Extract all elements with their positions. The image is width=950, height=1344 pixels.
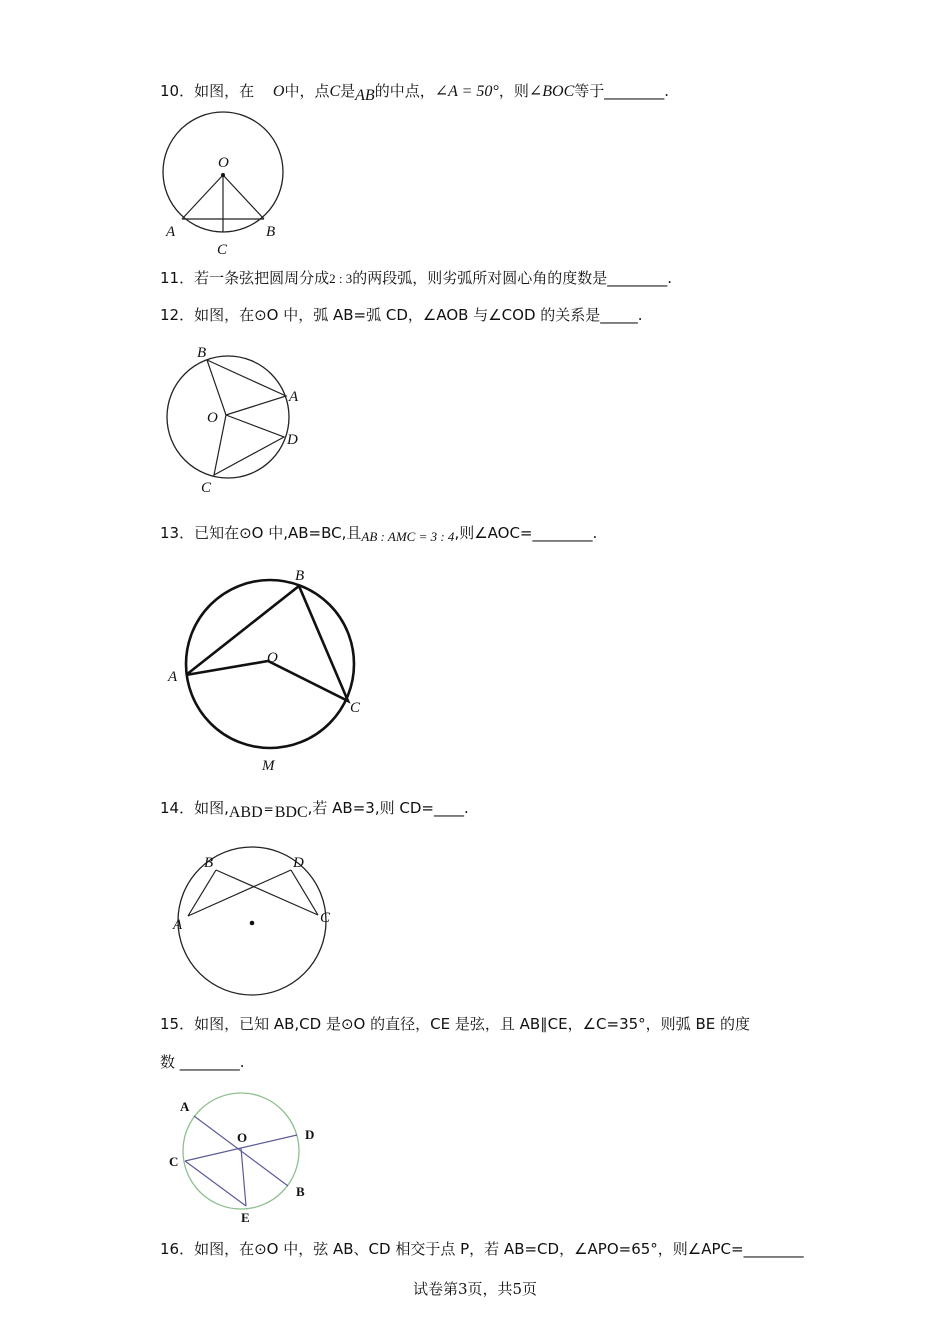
q14-arc-ABD: ABD [228,804,263,821]
q12-label-C: C [201,480,212,496]
q15-number: 15． [160,1015,195,1033]
q14-text-pre: 如图, [194,799,229,817]
question-10 [160,80,669,103]
q10-segment-OB [223,175,264,219]
q10-text-mid4: ，则 [498,82,529,100]
q10-text-pre: 如图，在 [194,82,255,100]
q10-angle: ∠A = 50° [434,83,499,100]
q13-arc-ratio: AB : AMC = 3 : 4 [361,529,455,544]
question-13 [160,522,597,545]
q14-figure [160,838,350,998]
q14-chord-AD [188,870,291,916]
q15-label-A: A [180,1099,190,1114]
q13-text-post: ,则∠AOC=________. [454,524,598,542]
q10-arc: AB [355,87,375,104]
q14-number: 14． [160,799,195,817]
q13-label-M: M [262,758,275,774]
q13-label-A: A [168,669,178,685]
q11-number: 11． [160,269,195,287]
q14-arc-BDC: BDC [274,804,308,821]
q15-figure [160,1088,330,1228]
q15-segment-OE [241,1148,246,1206]
q13-text-pre: 已知在⊙O 中,AB=BC,且 [194,524,362,542]
q14-equals: = [263,802,274,816]
q12-triangle-AOB [207,360,286,415]
q10-text-mid3: 的中点， [374,82,435,100]
q10-text-mid1: 中，点 [284,82,330,100]
q14-label-C: C [320,910,331,926]
q10-text-mid2: 是 [340,82,356,100]
question-15 [160,1013,750,1035]
q11-text-post: 的两段弧，则劣弧所对圆心角的度数是________. [352,269,673,287]
q15-label-D: D [305,1127,315,1142]
q11-text-pre: 若一条弦把圆周分成 [194,269,330,287]
q10-label-O: O [218,155,229,171]
q12-circle [167,356,289,478]
q16-number: 16． [160,1240,195,1258]
q10-point: C [329,83,341,100]
question-15-line2 [160,1051,245,1073]
q15-text-line2: 数 ________. [160,1053,245,1071]
q10-figure [160,112,290,262]
q13-figure [160,562,380,777]
q12-figure [160,340,310,500]
q12-label-D: D [287,432,298,448]
question-12 [160,304,643,326]
question-16 [160,1238,804,1260]
q12-text: 如图，在⊙O 中，弧 AB=弧 CD，∠AOB 与∠COD 的关系是_____. [194,306,643,324]
q10-target-angle: ∠BOC [528,83,575,100]
q12-number: 12． [160,306,195,324]
q10-number: 10． [160,82,195,100]
q14-label-D: D [293,855,304,871]
q14-text-post: ,若 AB=3,则 CD=____. [307,799,469,817]
question-14 [160,797,469,820]
q15-label-O: O [237,1130,248,1145]
q14-label-B: B [204,855,214,871]
q10-label-C: C [217,242,228,258]
q10-label-B: B [266,224,276,240]
q10-segment-OA [182,175,223,219]
q14-chord-BC [216,870,318,915]
q10-text-post: 等于________. [574,82,670,100]
q15-text-line1: 如图，已知 AB,CD 是⊙O 的直径，CE 是弦，且 AB∥CE，∠C=35°，则弧 BE 的度 [194,1015,750,1033]
q12-label-O: O [207,410,218,426]
q12-label-A: A [289,389,299,405]
q15-label-C: C [169,1154,179,1169]
q15-label-E: E [241,1210,250,1225]
question-11 [160,267,672,290]
q15-chord-CE [185,1161,246,1206]
page-footer: 试卷第3页，共5页 [412,1280,538,1298]
q13-label-C: C [350,700,361,716]
q12-triangle-COD [214,415,284,475]
q13-label-O: O [267,650,278,666]
q14-label-A: A [173,917,183,933]
q14-center-dot [250,921,255,926]
q10-center-dot [221,173,225,177]
q14-chord-DC [291,870,318,915]
q13-label-B: B [295,568,305,584]
q12-label-B: B [197,345,207,361]
q10-circle-name: O [272,83,285,100]
q15-label-B: B [296,1184,305,1199]
q13-number: 13． [160,524,195,542]
q10-label-A: A [166,224,176,240]
q11-ratio: 2 : 3 [329,271,353,286]
q16-text: 如图，在⊙O 中，弦 AB、CD 相交于点 P，若 AB=CD，∠APO=65°，则∠APC=________ [194,1240,804,1258]
